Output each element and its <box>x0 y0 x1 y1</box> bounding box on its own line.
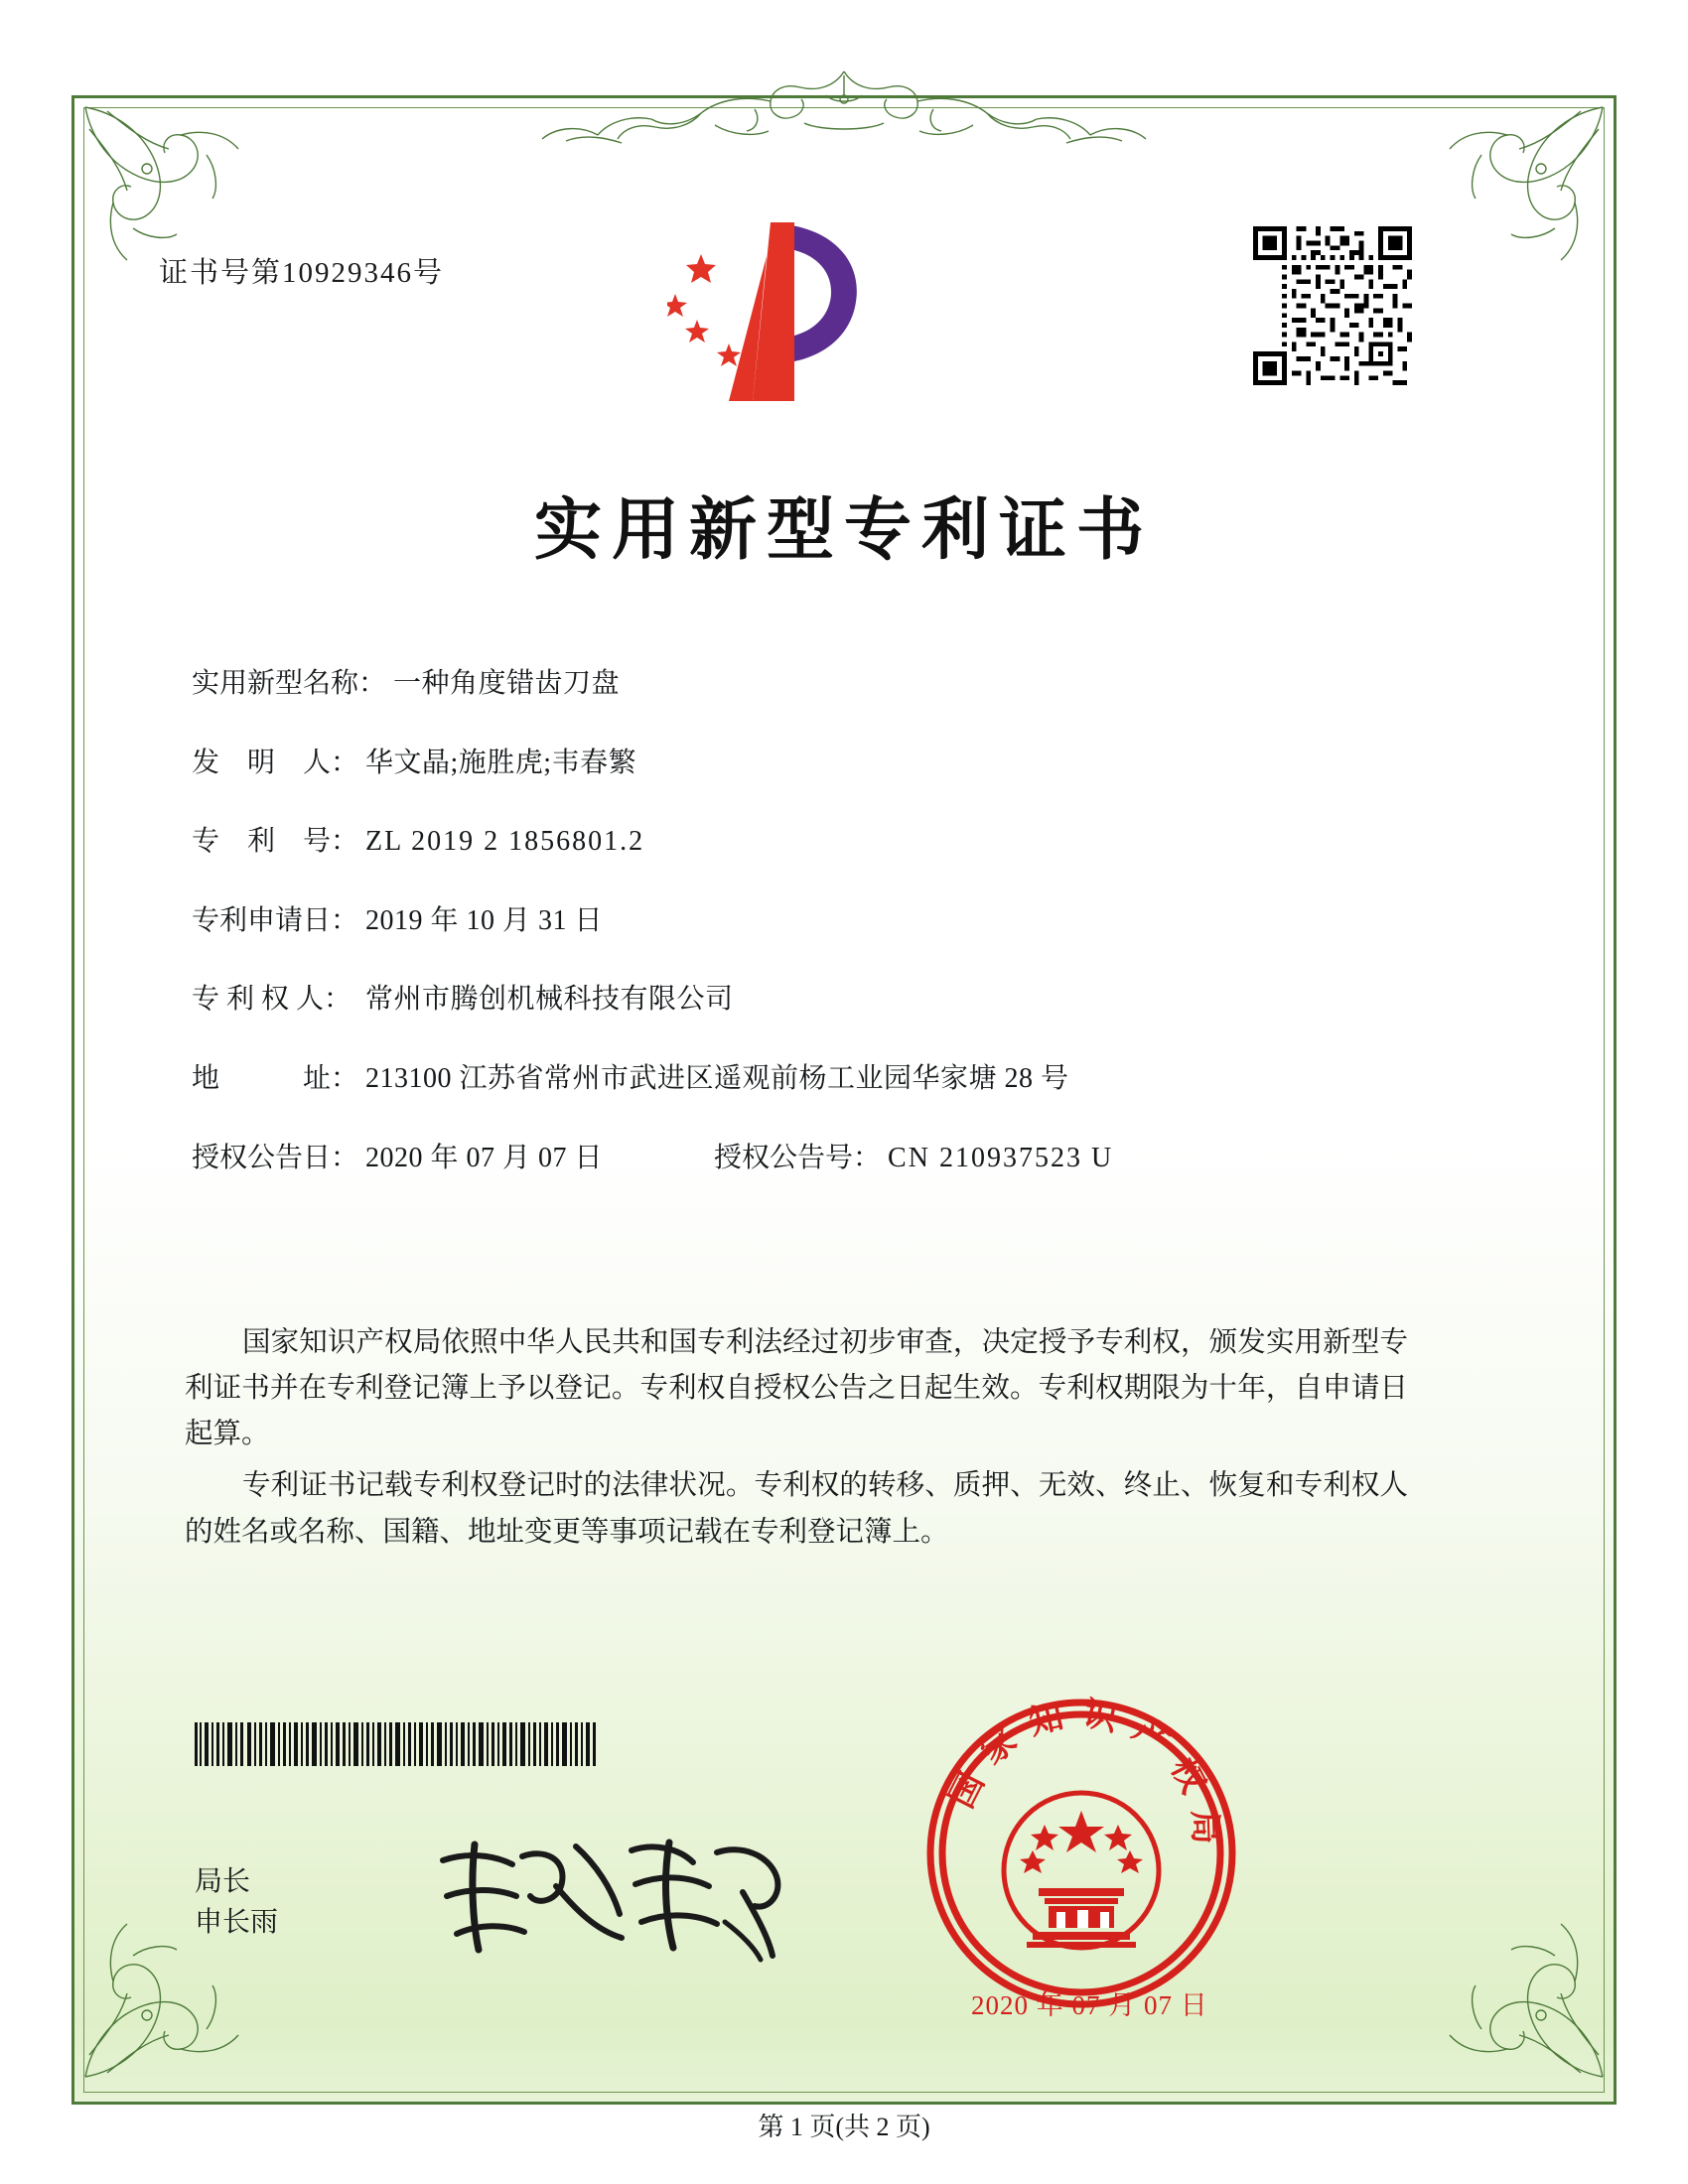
field-label: 地 址： <box>192 1062 359 1094</box>
field-label: 实用新型名称： <box>192 668 387 699</box>
grant-date-value: 2020 年 07 月 07 日 <box>365 1142 604 1173</box>
signature-block <box>195 1862 278 1943</box>
field-row-patentee <box>192 983 1433 1017</box>
handwritten-signature-icon <box>427 1827 804 1966</box>
field-list <box>192 667 1433 1220</box>
official-seal-icon <box>921 1694 1241 2013</box>
grant-number-group <box>714 1142 1113 1175</box>
legal-paragraph-2: 专利证书记载专利权登记时的法律状况。专利权的转移、质押、无效、终止、恢复和专利权人的姓名或名称、国籍、地址变更等事项记载在专利登记簿上。 <box>185 1470 1408 1548</box>
field-label: 发 明 人： <box>192 747 359 778</box>
barcode-icon <box>195 1722 596 1766</box>
field-label: 专利申请日： <box>192 904 359 936</box>
field-value: 2019 年 10 月 31 日 <box>365 904 604 936</box>
field-row-address <box>192 1062 1433 1096</box>
legal-text-block <box>185 1320 1408 1562</box>
qr-code-icon <box>1253 226 1412 385</box>
field-value: ZL 2019 2 1856801.2 <box>365 826 645 858</box>
field-value: 一种角度错齿刀盘 <box>393 668 621 699</box>
grant-number-value: CN 210937523 U <box>888 1142 1114 1173</box>
grant-date-group <box>192 1142 603 1175</box>
svg-text:国家知识产权局: 国家知识产权局 <box>943 1695 1224 1861</box>
page-title: 实用新型专利证书 <box>533 492 1154 568</box>
certificate-number: 证书号第10929346号 <box>159 257 445 289</box>
field-row-utility-model-name <box>192 667 1433 701</box>
field-row-inventors <box>192 747 1433 780</box>
field-value: 常州市腾创机械科技有限公司 <box>365 984 734 1016</box>
director-title-label: 局长 <box>195 1866 251 1897</box>
seal-date: 2020 年 07 月 07 日 <box>971 1990 1208 2020</box>
legal-paragraph-1: 国家知识产权局依照中华人民共和国专利法经过初步审查，决定授予专利权，颁发实用新型专利证书并在专利登记簿上予以登记。专利权自授权公告之日起生效。专利权期限为十年，自申请日起算。 <box>185 1327 1408 1450</box>
field-label: 专 利 权 人： <box>192 984 352 1016</box>
cnipa-logo-icon <box>667 216 906 405</box>
field-row-application-date <box>192 904 1433 938</box>
field-value: 华文晶;施胜虎;韦春繁 <box>365 747 637 778</box>
page-footer: 第 1 页(共 2 页) <box>758 2113 930 2141</box>
grant-number-label: 授权公告号： <box>714 1142 882 1173</box>
director-name-label: 申长雨 <box>195 1906 279 1938</box>
field-row-patent-number <box>192 825 1433 859</box>
field-label: 专 利 号： <box>192 826 359 858</box>
field-row-grant-announcement <box>192 1142 1433 1175</box>
grant-date-label: 授权公告日： <box>192 1142 359 1173</box>
field-value: 213100 江苏省常州市武进区遥观前杨工业园华家塘 28 号 <box>365 1062 1069 1094</box>
